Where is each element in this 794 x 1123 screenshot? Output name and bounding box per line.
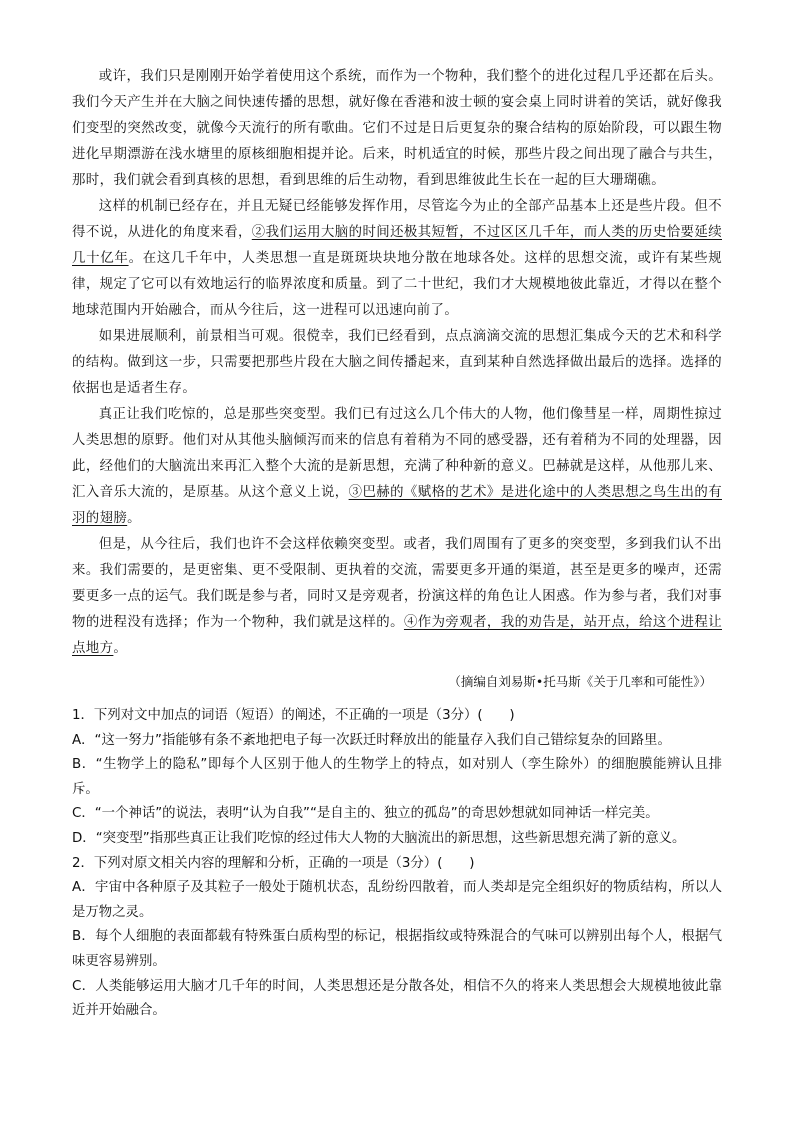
passage-text: 。在这几千年中，人类思想一直是斑斑块块地分散在地球各处。这样的思想交流，或许有某些规律，规定了它可以有效地运行的临界浓度和质量。到了二十世纪，我们才大规模地彼此靠近，才得以在整个地球范围内开始融合，而从今往后，这一进程可以迅速向前了。 [72, 251, 723, 318]
question-2-option-c: C．人类能够运用大脑才几千年的时间，人类思想还是分散各处，相信不久的将来人类思想会大规模地彼此靠近并开始融合。 [72, 978, 722, 1019]
passage-text: 。 [127, 511, 141, 526]
underlined-sentence-4: ④作为旁观者，我的劝告是，站开点，给这个进程让点地方 [72, 615, 722, 656]
source-citation: （摘编自刘易斯•托马斯《关于几率和可能性》） [448, 674, 712, 689]
question-2-title: 2．下列对原文相关内容的理解和分析，正确的一项是（3分）( ) [72, 855, 475, 871]
question-1-option-d: D．“突变型”指那些真正让我们吃惊的经过伟大人物的大脑流出的新思想，这些新思想充满了新的意义。 [72, 830, 686, 846]
passage-paragraph-3: 如果进展顺利，前景相当可观。很傥幸，我们已经看到，点点滴滴交流的思想汇集成今天的艺术和科学的结构。做到这一步，只需要把那些片段在大脑之间传播起来，直到某种自然选择做出最后的选择。选择的依据也是适者生存。 [72, 329, 722, 396]
question-1-option-b: B．“生物学上的隐私”即每个人区别于他人的生物学上的特点，如对别人（孪生除外）的细胞膜能辨认且排斥。 [72, 757, 722, 797]
passage-paragraph-1: 或许，我们只是刚刚开始学着使用这个系统，而作为一个物种，我们整个的进化过程几乎还都在后头。我们今天产生并在大脑之间快速传播的思想，就好像在香港和波士顿的宴会桌上同时讲着的笑话，就好像我们变型的突然改变，就像今天流行的所有歌曲。它们不过是日后更复杂的聚合结构的原始阶段，可以跟生物进化早期漂游在浅水塘里的原核细胞相提并论。后来，时机适宜的时候，那些片段之间出现了融合与共生，那时，我们就会看到真核的思想，看到思维的后生动物，看到思维彼此生长在一起的巨大珊瑚礁。 [72, 69, 722, 188]
passage-paragraph-2 [72, 194, 722, 324]
question-2-option-b: B．每个人细胞的表面都载有特殊蛋白质构型的标记，根据指纹或特殊混合的气味可以辨别出每个人，根据气味更容易辨别。 [72, 929, 722, 969]
question-2-option-a: A．宇宙中各种原子及其粒子一般处于随机状态，乱纷纷四散着，而人类却是完全组织好的物质结构，所以人是万物之灵。 [72, 880, 722, 920]
passage-text: 但是，从今往后，我们也许不会这样依赖突变型。或者，我们周围有了更多的突变型，多到我们认不出来。我们需要的，是更密集、更不受限制、更执着的交流，需要更多开通的渠道，甚至是更多的噪声，还需要更多一点的运气。我们既是参与者，同时又是旁观者，扮演这样的角色让人困惑。作为参与者，我们对事物的进程没有选择；作为一个物种，我们就是这样的。 [72, 537, 722, 630]
question-1-option-a: A．“这一努力”指能够有条不紊地把电子每一次跃迁时释放出的能量存入我们自己错综复杂的回路里。 [72, 732, 671, 748]
passage-text: 这样的机制已经存在，并且无疑已经能够发挥作用，尽管迄今为止的全部产品基本上还是些片段。但不得不说，从进化的角度来看， [72, 199, 722, 240]
reading-passage [72, 64, 722, 662]
passage-text: 真正让我们吃惊的，总是那些突变型。我们已有过这么几个伟大的人物，他们像彗星一样，周期性掠过人类思想的原野。他们对从其他头脑倾泻而来的信息有着稍为不同的感受器，还有着稍为不同的处理器，因此，经他们的大脑流出来再汇入整个大流的是新思想，充满了种种新的意义。巴赫就是这样，从他那儿来、汇入音乐大流的，是原基。从这个意义上说， [72, 407, 722, 500]
question-1-option-c: C．“一个神话”的说法，表明“认为自我”“是自主的、独立的孤岛”的奇思妙想就如同神话一样完美。 [72, 806, 659, 822]
question-section [72, 704, 722, 1024]
passage-text: 。 [113, 641, 128, 656]
underlined-sentence-3: ③巴赫的《赋格的艺术》是进化途中的人类思想之鸟生出的有羽的翅膀 [72, 485, 722, 526]
underlined-sentence-2: ②我们运用大脑的时间还极其短暂，不过区区几千年，而人类的历史恰要延续几十亿年 [72, 225, 722, 266]
passage-paragraph-4 [72, 402, 722, 532]
question-1-title: 1．下列对文中加点的词语（短语）的阐述，不正确的一项是（3分）( ) [72, 708, 515, 723]
passage-paragraph-5 [72, 532, 722, 662]
